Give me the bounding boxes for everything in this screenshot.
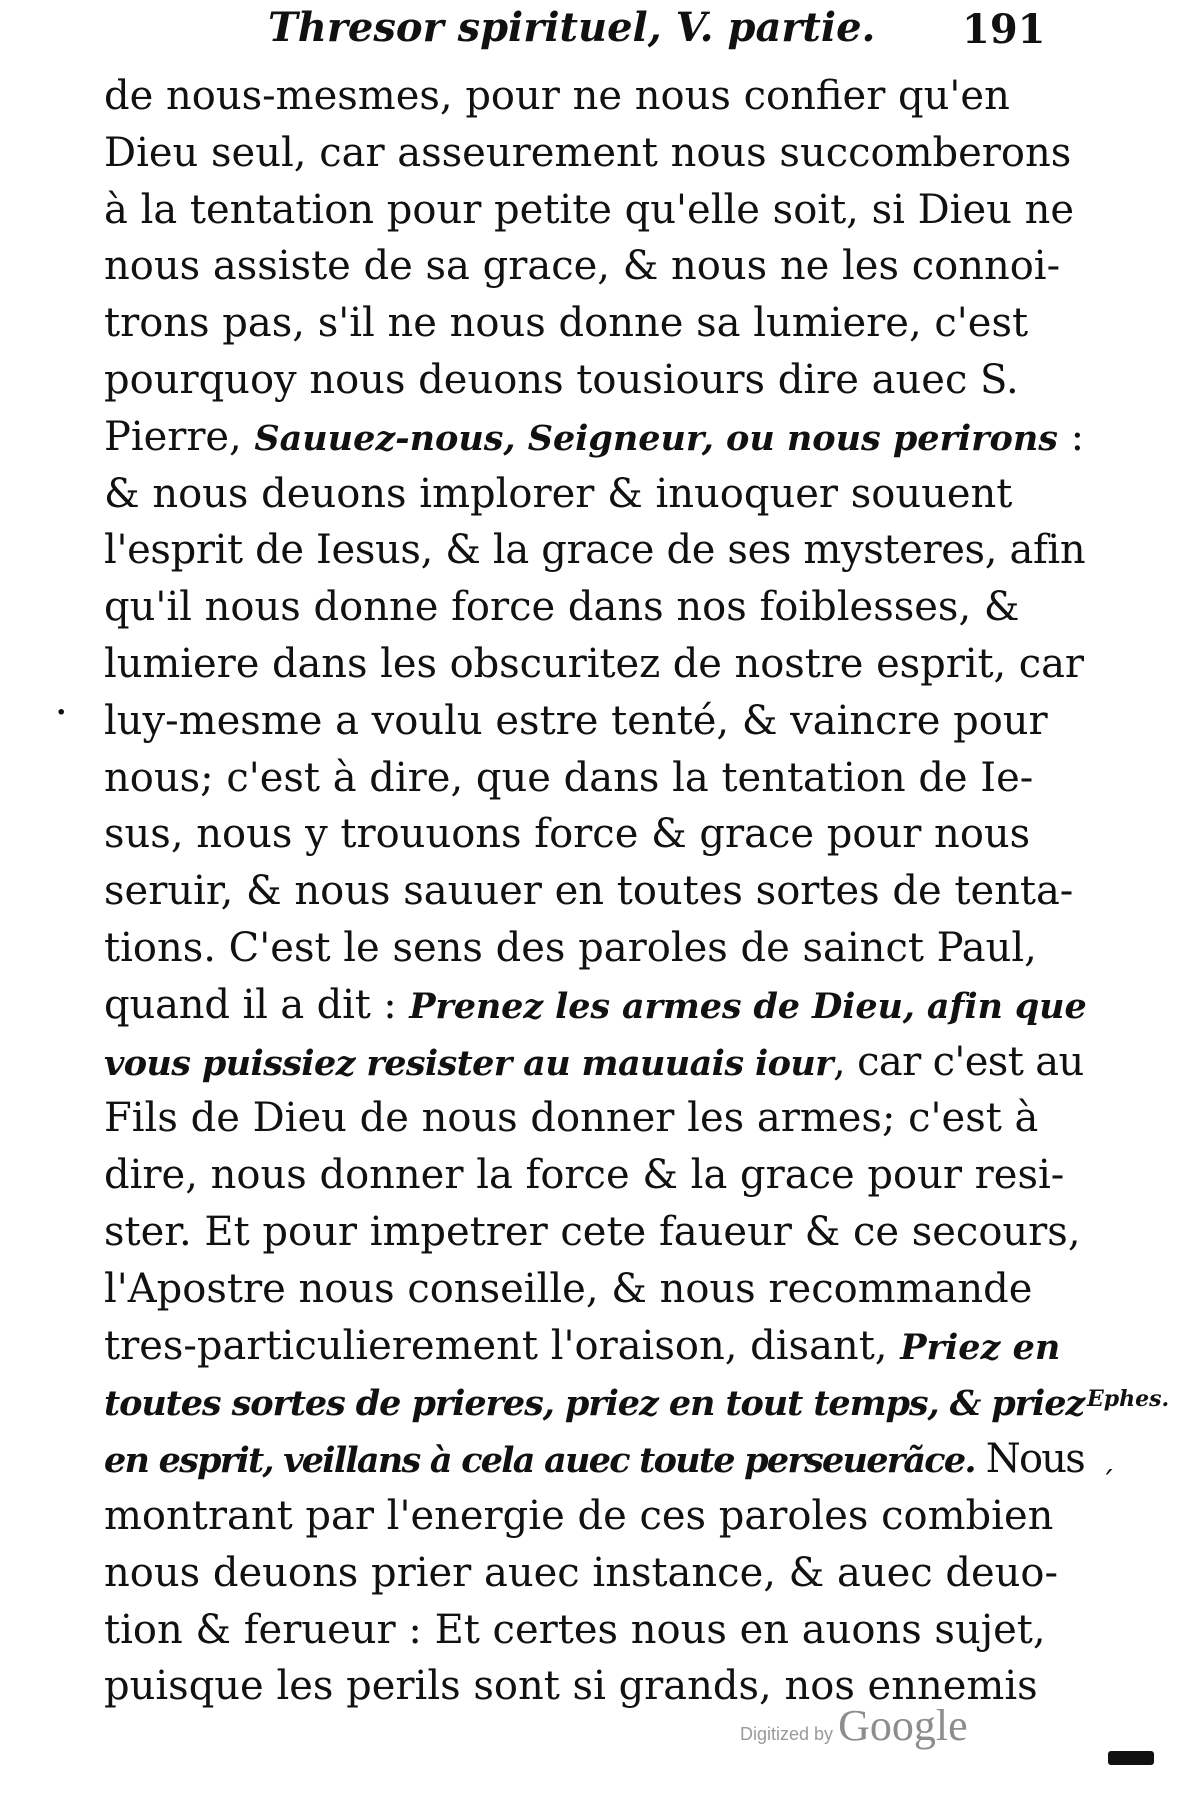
- text-line: [104, 125, 1084, 182]
- text-segment: Pierre,: [104, 413, 255, 460]
- text-line: [104, 352, 1084, 409]
- text-segment: Dieu seul, car asseurement nous succomberons: [104, 129, 1072, 176]
- text-line: [104, 863, 1084, 920]
- text-line: [104, 1431, 1084, 1488]
- text-line: [104, 1602, 1084, 1659]
- text-line: [104, 238, 1084, 295]
- text-line: [104, 579, 1084, 636]
- text-line: [104, 806, 1084, 863]
- text-line: [104, 977, 1087, 1034]
- text-segment: à la tentation pour petite qu'elle soit, si Dieu ne: [104, 186, 1075, 233]
- italic-quote: Prenez les armes de Dieu, afin que: [409, 985, 1087, 1027]
- text-line: [104, 1034, 1084, 1091]
- text-segment: Nous: [974, 1436, 1085, 1483]
- text-line: [104, 636, 1084, 693]
- italic-quote: en esprit, veillans à cela auec toute perseuerãce.: [104, 1440, 975, 1482]
- text-line: [104, 1374, 1084, 1431]
- text-segment: , car c'est au: [832, 1038, 1084, 1085]
- text-segment: montrant par l'energie de ces paroles combien: [104, 1492, 1054, 1539]
- text-line: [104, 409, 1084, 466]
- text-segment: l'esprit de Iesus, & la grace de ses mysteres, afin: [104, 527, 1086, 574]
- text-line: [104, 1090, 1084, 1147]
- text-segment: quand il a dit :: [104, 981, 410, 1028]
- text-line: [104, 1545, 1084, 1602]
- text-segment: & nous deuons implorer & inuoquer souuent: [104, 470, 1013, 517]
- margin-mark: ˊ: [1100, 1466, 1115, 1501]
- italic-quote: Sauuez-nous, Seigneur, ou nous perirons: [254, 417, 1058, 459]
- text-segment: pourquoy nous deuons tousiours dire auec S.: [104, 356, 1019, 403]
- text-line: [104, 920, 1084, 977]
- text-segment: de nous-mesmes, pour ne nous confier qu'en: [104, 73, 1010, 119]
- text-segment: puisque les perils sont si grands, nos ennemis: [104, 1663, 1038, 1710]
- italic-quote: toutes sortes de prieres, priez en tout temps, & priez: [104, 1383, 1085, 1425]
- body-text: [104, 68, 1087, 1715]
- text-segment: nous; c'est à dire, que dans la tentation de Ie-: [104, 754, 1034, 801]
- italic-quote: Priez en: [900, 1326, 1061, 1368]
- text-segment: trons pas, s'il ne nous donne sa lumiere, c'est: [104, 300, 1029, 347]
- watermark-prefix: Digitized by: [740, 1724, 834, 1744]
- italic-quote: vous puissiez resister au mauuais iour: [104, 1042, 833, 1084]
- text-segment: Fils de Dieu de nous donner les armes; c'est à: [104, 1095, 1039, 1142]
- text-line: [104, 182, 1084, 239]
- text-line: [104, 1204, 1084, 1261]
- text-segment: ster. Et pour impetrer cete faueur & ce secours,: [104, 1208, 1081, 1255]
- text-line: [104, 522, 1084, 579]
- page-number: 191: [962, 6, 1046, 53]
- text-line: [104, 750, 1084, 807]
- text-segment: luy-mesme a voulu estre tenté, & vaincre pour: [104, 697, 1048, 744]
- text-line: [104, 68, 1084, 125]
- running-head: Thresor spirituel, V. partie.: [268, 4, 876, 51]
- text-line: [104, 1488, 1084, 1545]
- margin-note: Ephes.: [1087, 1386, 1170, 1412]
- text-segment: seruir, & nous sauuer en toutes sortes de tenta-: [104, 868, 1074, 915]
- text-segment: nous deuons prier auec instance, & auec deuo-: [104, 1549, 1059, 1596]
- margin-mark: ·: [56, 695, 67, 730]
- text-segment: sus, nous y trouuons force & grace pour nous: [104, 811, 1031, 858]
- text-segment: :: [1057, 413, 1085, 460]
- text-segment: l'Apostre nous conseille, & nous recommande: [104, 1265, 1033, 1312]
- text-segment: tions. C'est le sens des paroles de sainct Paul,: [104, 924, 1037, 971]
- text-line: [104, 693, 1084, 750]
- digitized-watermark: [740, 1700, 968, 1751]
- text-line: [104, 295, 1084, 352]
- text-line: [104, 1318, 1084, 1375]
- text-segment: tion & ferueur : Et certes nous en auons sujet,: [104, 1606, 1046, 1653]
- text-segment: lumiere dans les obscuritez de nostre esprit, car: [104, 640, 1084, 687]
- text-segment: nous assiste de sa grace, & nous ne les connoi-: [104, 243, 1061, 290]
- google-logo: Google: [838, 1701, 968, 1750]
- text-segment: tres-particulierement l'oraison, disant,: [104, 1322, 901, 1369]
- text-line: [104, 466, 1084, 523]
- text-segment: qu'il nous donne force dans nos foiblesses, &: [104, 584, 1020, 631]
- text-line: [104, 1261, 1084, 1318]
- ink-blot: [1108, 1751, 1154, 1765]
- text-line: [104, 1147, 1084, 1204]
- text-segment: dire, nous donner la force & la grace pour resi-: [104, 1152, 1065, 1199]
